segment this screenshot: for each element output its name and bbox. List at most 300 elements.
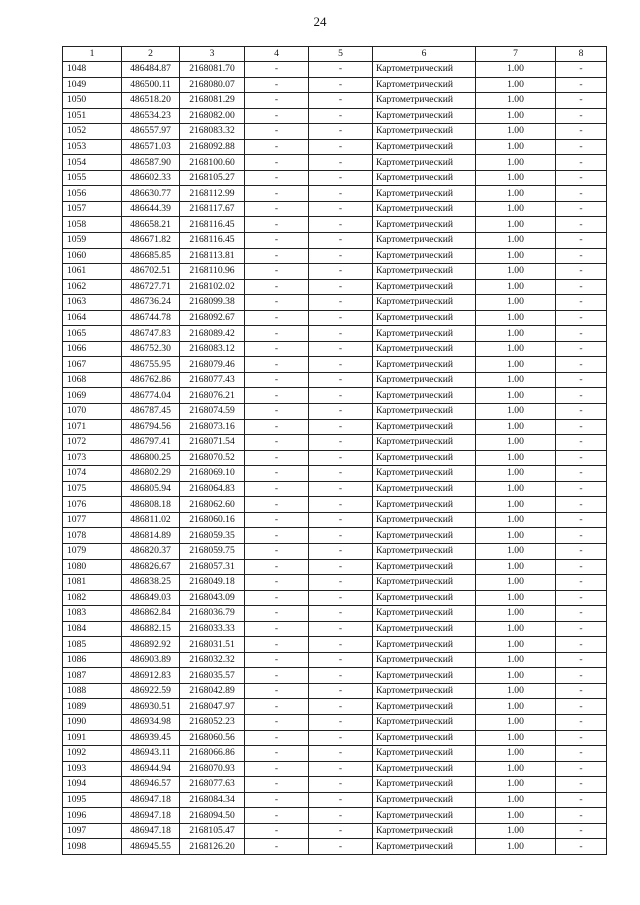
cell-col-8-value: - <box>556 139 607 155</box>
table-row <box>63 450 607 466</box>
cell-col-5-value: - <box>309 606 373 622</box>
table-row <box>63 357 607 373</box>
table-row <box>63 606 607 622</box>
cell-coordinate-y: 2168126.20 <box>180 839 245 855</box>
cell-col-4-value: - <box>245 543 309 559</box>
cell-method: Картометрический <box>373 528 476 544</box>
cell-point-number: 1079 <box>63 543 122 559</box>
cell-col-4-value: - <box>245 388 309 404</box>
cell-accuracy: 1.00 <box>476 450 556 466</box>
cell-coordinate-y: 2168079.46 <box>180 357 245 373</box>
cell-col-4-value: - <box>245 466 309 482</box>
cell-coordinate-x: 486945.55 <box>122 839 180 855</box>
table-row <box>63 481 607 497</box>
cell-coordinate-x: 486947.18 <box>122 823 180 839</box>
cell-coordinate-x: 486802.29 <box>122 466 180 482</box>
cell-coordinate-x: 486787.45 <box>122 404 180 420</box>
cell-accuracy: 1.00 <box>476 823 556 839</box>
table-row <box>63 170 607 186</box>
cell-coordinate-x: 486762.86 <box>122 372 180 388</box>
cell-coordinate-y: 2168031.51 <box>180 637 245 653</box>
cell-method: Картометрический <box>373 575 476 591</box>
table-row <box>63 808 607 824</box>
cell-col-4-value: - <box>245 714 309 730</box>
cell-coordinate-y: 2168070.52 <box>180 450 245 466</box>
cell-point-number: 1072 <box>63 435 122 451</box>
cell-accuracy: 1.00 <box>476 217 556 233</box>
table-row <box>63 559 607 575</box>
cell-method: Картометрический <box>373 637 476 653</box>
cell-col-4-value: - <box>245 808 309 824</box>
cell-point-number: 1053 <box>63 139 122 155</box>
cell-coordinate-x: 486903.89 <box>122 652 180 668</box>
cell-method: Картометрический <box>373 761 476 777</box>
table-row <box>63 637 607 653</box>
cell-accuracy: 1.00 <box>476 357 556 373</box>
cell-coordinate-x: 486947.18 <box>122 808 180 824</box>
cell-col-5-value: - <box>309 186 373 202</box>
cell-coordinate-x: 486534.23 <box>122 108 180 124</box>
header-cell-col-5: 5 <box>309 47 373 62</box>
cell-coordinate-y: 2168059.75 <box>180 543 245 559</box>
cell-col-4-value: - <box>245 606 309 622</box>
cell-col-4-value: - <box>245 699 309 715</box>
cell-point-number: 1068 <box>63 372 122 388</box>
cell-point-number: 1073 <box>63 450 122 466</box>
cell-point-number: 1094 <box>63 777 122 793</box>
cell-point-number: 1056 <box>63 186 122 202</box>
header-cell-col-1: 1 <box>63 47 122 62</box>
cell-method: Картометрический <box>373 217 476 233</box>
cell-accuracy: 1.00 <box>476 388 556 404</box>
cell-col-5-value: - <box>309 264 373 280</box>
cell-point-number: 1087 <box>63 668 122 684</box>
table-row <box>63 233 607 249</box>
cell-coordinate-y: 2168042.89 <box>180 683 245 699</box>
cell-col-5-value: - <box>309 404 373 420</box>
cell-col-8-value: - <box>556 170 607 186</box>
cell-col-4-value: - <box>245 512 309 528</box>
cell-col-5-value: - <box>309 357 373 373</box>
cell-method: Картометрический <box>373 108 476 124</box>
cell-coordinate-x: 486752.30 <box>122 341 180 357</box>
cell-coordinate-x: 486838.25 <box>122 575 180 591</box>
cell-accuracy: 1.00 <box>476 590 556 606</box>
header-cell-col-3: 3 <box>180 47 245 62</box>
cell-col-5-value: - <box>309 326 373 342</box>
cell-method: Картометрический <box>373 512 476 528</box>
cell-col-5-value: - <box>309 668 373 684</box>
cell-col-5-value: - <box>309 559 373 575</box>
cell-col-4-value: - <box>245 823 309 839</box>
cell-point-number: 1098 <box>63 839 122 855</box>
cell-coordinate-y: 2168113.81 <box>180 248 245 264</box>
cell-col-5-value: - <box>309 435 373 451</box>
cell-col-4-value: - <box>245 777 309 793</box>
cell-coordinate-y: 2168080.07 <box>180 77 245 93</box>
cell-col-8-value: - <box>556 761 607 777</box>
cell-col-8-value: - <box>556 233 607 249</box>
cell-coordinate-x: 486794.56 <box>122 419 180 435</box>
table-row <box>63 341 607 357</box>
cell-col-4-value: - <box>245 404 309 420</box>
cell-col-5-value: - <box>309 730 373 746</box>
cell-point-number: 1049 <box>63 77 122 93</box>
cell-col-8-value: - <box>556 326 607 342</box>
cell-col-4-value: - <box>245 326 309 342</box>
table-row <box>63 575 607 591</box>
cell-accuracy: 1.00 <box>476 93 556 109</box>
cell-col-4-value: - <box>245 839 309 855</box>
cell-col-5-value: - <box>309 372 373 388</box>
table-row <box>63 823 607 839</box>
table-row <box>63 839 607 855</box>
cell-col-5-value: - <box>309 466 373 482</box>
cell-point-number: 1062 <box>63 279 122 295</box>
table-row <box>63 621 607 637</box>
cell-coordinate-y: 2168092.88 <box>180 139 245 155</box>
cell-accuracy: 1.00 <box>476 792 556 808</box>
cell-coordinate-x: 486811.02 <box>122 512 180 528</box>
cell-col-8-value: - <box>556 466 607 482</box>
cell-col-5-value: - <box>309 201 373 217</box>
cell-coordinate-y: 2168035.57 <box>180 668 245 684</box>
cell-point-number: 1071 <box>63 419 122 435</box>
cell-accuracy: 1.00 <box>476 326 556 342</box>
cell-coordinate-y: 2168057.31 <box>180 559 245 575</box>
cell-col-5-value: - <box>309 714 373 730</box>
cell-accuracy: 1.00 <box>476 528 556 544</box>
table-row <box>63 264 607 280</box>
cell-accuracy: 1.00 <box>476 139 556 155</box>
cell-method: Картометрический <box>373 186 476 202</box>
cell-col-4-value: - <box>245 124 309 140</box>
cell-point-number: 1081 <box>63 575 122 591</box>
cell-point-number: 1077 <box>63 512 122 528</box>
cell-col-4-value: - <box>245 683 309 699</box>
table-row <box>63 590 607 606</box>
cell-col-5-value: - <box>309 124 373 140</box>
cell-accuracy: 1.00 <box>476 77 556 93</box>
cell-col-4-value: - <box>245 621 309 637</box>
table-row <box>63 435 607 451</box>
cell-col-8-value: - <box>556 404 607 420</box>
cell-point-number: 1070 <box>63 404 122 420</box>
cell-col-8-value: - <box>556 730 607 746</box>
cell-point-number: 1090 <box>63 714 122 730</box>
cell-point-number: 1058 <box>63 217 122 233</box>
page-number: 24 <box>313 14 327 29</box>
cell-point-number: 1084 <box>63 621 122 637</box>
cell-point-number: 1080 <box>63 559 122 575</box>
cell-col-5-value: - <box>309 746 373 762</box>
table-row <box>63 201 607 217</box>
cell-col-5-value: - <box>309 62 373 78</box>
table-row <box>63 543 607 559</box>
cell-accuracy: 1.00 <box>476 233 556 249</box>
cell-col-5-value: - <box>309 217 373 233</box>
cell-col-8-value: - <box>556 559 607 575</box>
cell-col-5-value: - <box>309 777 373 793</box>
cell-col-5-value: - <box>309 497 373 513</box>
cell-coordinate-x: 486755.95 <box>122 357 180 373</box>
cell-col-5-value: - <box>309 528 373 544</box>
cell-coordinate-y: 2168062.60 <box>180 497 245 513</box>
table-row <box>63 77 607 93</box>
cell-col-4-value: - <box>245 279 309 295</box>
cell-accuracy: 1.00 <box>476 497 556 513</box>
cell-method: Картометрический <box>373 792 476 808</box>
table-row <box>63 248 607 264</box>
cell-point-number: 1097 <box>63 823 122 839</box>
cell-col-8-value: - <box>556 668 607 684</box>
cell-coordinate-x: 486912.83 <box>122 668 180 684</box>
table-row <box>63 388 607 404</box>
cell-col-4-value: - <box>245 481 309 497</box>
cell-coordinate-x: 486587.90 <box>122 155 180 171</box>
cell-col-4-value: - <box>245 450 309 466</box>
table-row <box>63 326 607 342</box>
cell-col-4-value: - <box>245 93 309 109</box>
cell-col-8-value: - <box>556 155 607 171</box>
cell-coordinate-x: 486658.21 <box>122 217 180 233</box>
cell-col-5-value: - <box>309 310 373 326</box>
table-row <box>63 683 607 699</box>
table-row <box>63 419 607 435</box>
cell-point-number: 1075 <box>63 481 122 497</box>
cell-coordinate-y: 2168060.56 <box>180 730 245 746</box>
cell-col-8-value: - <box>556 823 607 839</box>
table-row <box>63 62 607 78</box>
cell-accuracy: 1.00 <box>476 466 556 482</box>
cell-accuracy: 1.00 <box>476 124 556 140</box>
cell-point-number: 1063 <box>63 295 122 311</box>
cell-col-5-value: - <box>309 637 373 653</box>
cell-col-4-value: - <box>245 264 309 280</box>
cell-coordinate-x: 486484.87 <box>122 62 180 78</box>
cell-method: Картометрический <box>373 621 476 637</box>
cell-accuracy: 1.00 <box>476 186 556 202</box>
cell-accuracy: 1.00 <box>476 310 556 326</box>
cell-method: Картометрический <box>373 543 476 559</box>
cell-coordinate-y: 2168081.29 <box>180 93 245 109</box>
cell-coordinate-x: 486814.89 <box>122 528 180 544</box>
cell-coordinate-y: 2168070.93 <box>180 761 245 777</box>
cell-col-4-value: - <box>245 155 309 171</box>
cell-accuracy: 1.00 <box>476 512 556 528</box>
cell-method: Картометрический <box>373 155 476 171</box>
cell-col-8-value: - <box>556 543 607 559</box>
cell-coordinate-y: 2168064.83 <box>180 481 245 497</box>
cell-col-4-value: - <box>245 341 309 357</box>
cell-col-4-value: - <box>245 792 309 808</box>
cell-coordinate-y: 2168084.34 <box>180 792 245 808</box>
cell-coordinate-y: 2168069.10 <box>180 466 245 482</box>
cell-coordinate-y: 2168092.67 <box>180 310 245 326</box>
cell-method: Картометрический <box>373 264 476 280</box>
table-row <box>63 124 607 140</box>
cell-method: Картометрический <box>373 730 476 746</box>
header-cell-col-7: 7 <box>476 47 556 62</box>
cell-method: Картометрический <box>373 357 476 373</box>
cell-point-number: 1052 <box>63 124 122 140</box>
cell-coordinate-y: 2168110.96 <box>180 264 245 280</box>
cell-coordinate-x: 486944.94 <box>122 761 180 777</box>
cell-col-8-value: - <box>556 575 607 591</box>
table-row <box>63 217 607 233</box>
cell-col-4-value: - <box>245 108 309 124</box>
cell-col-8-value: - <box>556 186 607 202</box>
cell-coordinate-x: 486882.15 <box>122 621 180 637</box>
cell-method: Картометрический <box>373 279 476 295</box>
table-row <box>63 466 607 482</box>
cell-coordinate-x: 486892.92 <box>122 637 180 653</box>
cell-coordinate-y: 2168052.23 <box>180 714 245 730</box>
cell-coordinate-y: 2168032.32 <box>180 652 245 668</box>
cell-method: Картометрический <box>373 295 476 311</box>
cell-col-4-value: - <box>245 248 309 264</box>
cell-point-number: 1054 <box>63 155 122 171</box>
cell-point-number: 1074 <box>63 466 122 482</box>
cell-accuracy: 1.00 <box>476 543 556 559</box>
cell-col-8-value: - <box>556 93 607 109</box>
cell-method: Картометрический <box>373 652 476 668</box>
cell-col-4-value: - <box>245 170 309 186</box>
cell-accuracy: 1.00 <box>476 746 556 762</box>
cell-accuracy: 1.00 <box>476 201 556 217</box>
cell-coordinate-y: 2168081.70 <box>180 62 245 78</box>
cell-coordinate-y: 2168077.63 <box>180 777 245 793</box>
cell-accuracy: 1.00 <box>476 108 556 124</box>
cell-coordinate-x: 486557.97 <box>122 124 180 140</box>
cell-col-8-value: - <box>556 77 607 93</box>
cell-col-4-value: - <box>245 575 309 591</box>
cell-method: Картометрический <box>373 497 476 513</box>
cell-method: Картометрический <box>373 699 476 715</box>
cell-col-5-value: - <box>309 575 373 591</box>
cell-coordinate-y: 2168071.54 <box>180 435 245 451</box>
cell-coordinate-y: 2168076.21 <box>180 388 245 404</box>
cell-point-number: 1069 <box>63 388 122 404</box>
cell-accuracy: 1.00 <box>476 714 556 730</box>
cell-accuracy: 1.00 <box>476 699 556 715</box>
cell-coordinate-y: 2168116.45 <box>180 217 245 233</box>
table-body <box>63 62 607 855</box>
cell-method: Картометрический <box>373 404 476 420</box>
cell-col-8-value: - <box>556 714 607 730</box>
cell-col-4-value: - <box>245 419 309 435</box>
cell-col-8-value: - <box>556 746 607 762</box>
cell-method: Картометрический <box>373 466 476 482</box>
cell-col-5-value: - <box>309 683 373 699</box>
cell-col-8-value: - <box>556 124 607 140</box>
cell-method: Картометрический <box>373 341 476 357</box>
cell-accuracy: 1.00 <box>476 295 556 311</box>
cell-col-4-value: - <box>245 435 309 451</box>
table-row <box>63 372 607 388</box>
cell-coordinate-x: 486930.51 <box>122 699 180 715</box>
cell-col-5-value: - <box>309 792 373 808</box>
cell-col-8-value: - <box>556 512 607 528</box>
cell-coordinate-x: 486727.71 <box>122 279 180 295</box>
cell-coordinate-x: 486744.78 <box>122 310 180 326</box>
table-row <box>63 792 607 808</box>
cell-col-4-value: - <box>245 357 309 373</box>
cell-point-number: 1086 <box>63 652 122 668</box>
cell-coordinate-y: 2168082.00 <box>180 108 245 124</box>
cell-point-number: 1065 <box>63 326 122 342</box>
cell-col-4-value: - <box>245 62 309 78</box>
cell-point-number: 1076 <box>63 497 122 513</box>
cell-coordinate-x: 486602.33 <box>122 170 180 186</box>
table-row <box>63 404 607 420</box>
cell-accuracy: 1.00 <box>476 668 556 684</box>
cell-col-8-value: - <box>556 372 607 388</box>
cell-col-8-value: - <box>556 777 607 793</box>
cell-coordinate-x: 486922.59 <box>122 683 180 699</box>
cell-col-4-value: - <box>245 559 309 575</box>
cell-accuracy: 1.00 <box>476 435 556 451</box>
cell-method: Картометрический <box>373 559 476 575</box>
cell-method: Картометрический <box>373 388 476 404</box>
cell-col-8-value: - <box>556 621 607 637</box>
cell-col-4-value: - <box>245 295 309 311</box>
cell-coordinate-y: 2168077.43 <box>180 372 245 388</box>
header-cell-col-8: 8 <box>556 47 607 62</box>
cell-col-4-value: - <box>245 139 309 155</box>
cell-coordinate-x: 486500.11 <box>122 77 180 93</box>
cell-accuracy: 1.00 <box>476 372 556 388</box>
cell-col-4-value: - <box>245 590 309 606</box>
cell-col-4-value: - <box>245 746 309 762</box>
cell-point-number: 1055 <box>63 170 122 186</box>
table-header-row <box>63 47 607 62</box>
cell-coordinate-y: 2168089.42 <box>180 326 245 342</box>
cell-point-number: 1091 <box>63 730 122 746</box>
cell-point-number: 1060 <box>63 248 122 264</box>
cell-method: Картометрический <box>373 62 476 78</box>
cell-col-8-value: - <box>556 699 607 715</box>
cell-accuracy: 1.00 <box>476 839 556 855</box>
table-row <box>63 746 607 762</box>
cell-col-8-value: - <box>556 279 607 295</box>
cell-coordinate-y: 2168105.47 <box>180 823 245 839</box>
cell-coordinate-y: 2168083.32 <box>180 124 245 140</box>
cell-col-4-value: - <box>245 310 309 326</box>
cell-col-5-value: - <box>309 248 373 264</box>
cell-col-4-value: - <box>245 217 309 233</box>
cell-col-8-value: - <box>556 637 607 653</box>
cell-point-number: 1082 <box>63 590 122 606</box>
cell-col-5-value: - <box>309 279 373 295</box>
cell-accuracy: 1.00 <box>476 264 556 280</box>
table-row <box>63 186 607 202</box>
cell-coordinate-y: 2168099.38 <box>180 295 245 311</box>
cell-coordinate-y: 2168066.86 <box>180 746 245 762</box>
cell-col-8-value: - <box>556 528 607 544</box>
cell-col-8-value: - <box>556 341 607 357</box>
cell-accuracy: 1.00 <box>476 761 556 777</box>
cell-point-number: 1096 <box>63 808 122 824</box>
cell-method: Картометрический <box>373 419 476 435</box>
cell-point-number: 1083 <box>63 606 122 622</box>
cell-method: Картометрический <box>373 683 476 699</box>
cell-method: Картометрический <box>373 124 476 140</box>
cell-point-number: 1089 <box>63 699 122 715</box>
cell-accuracy: 1.00 <box>476 652 556 668</box>
cell-point-number: 1085 <box>63 637 122 653</box>
cell-col-4-value: - <box>245 372 309 388</box>
